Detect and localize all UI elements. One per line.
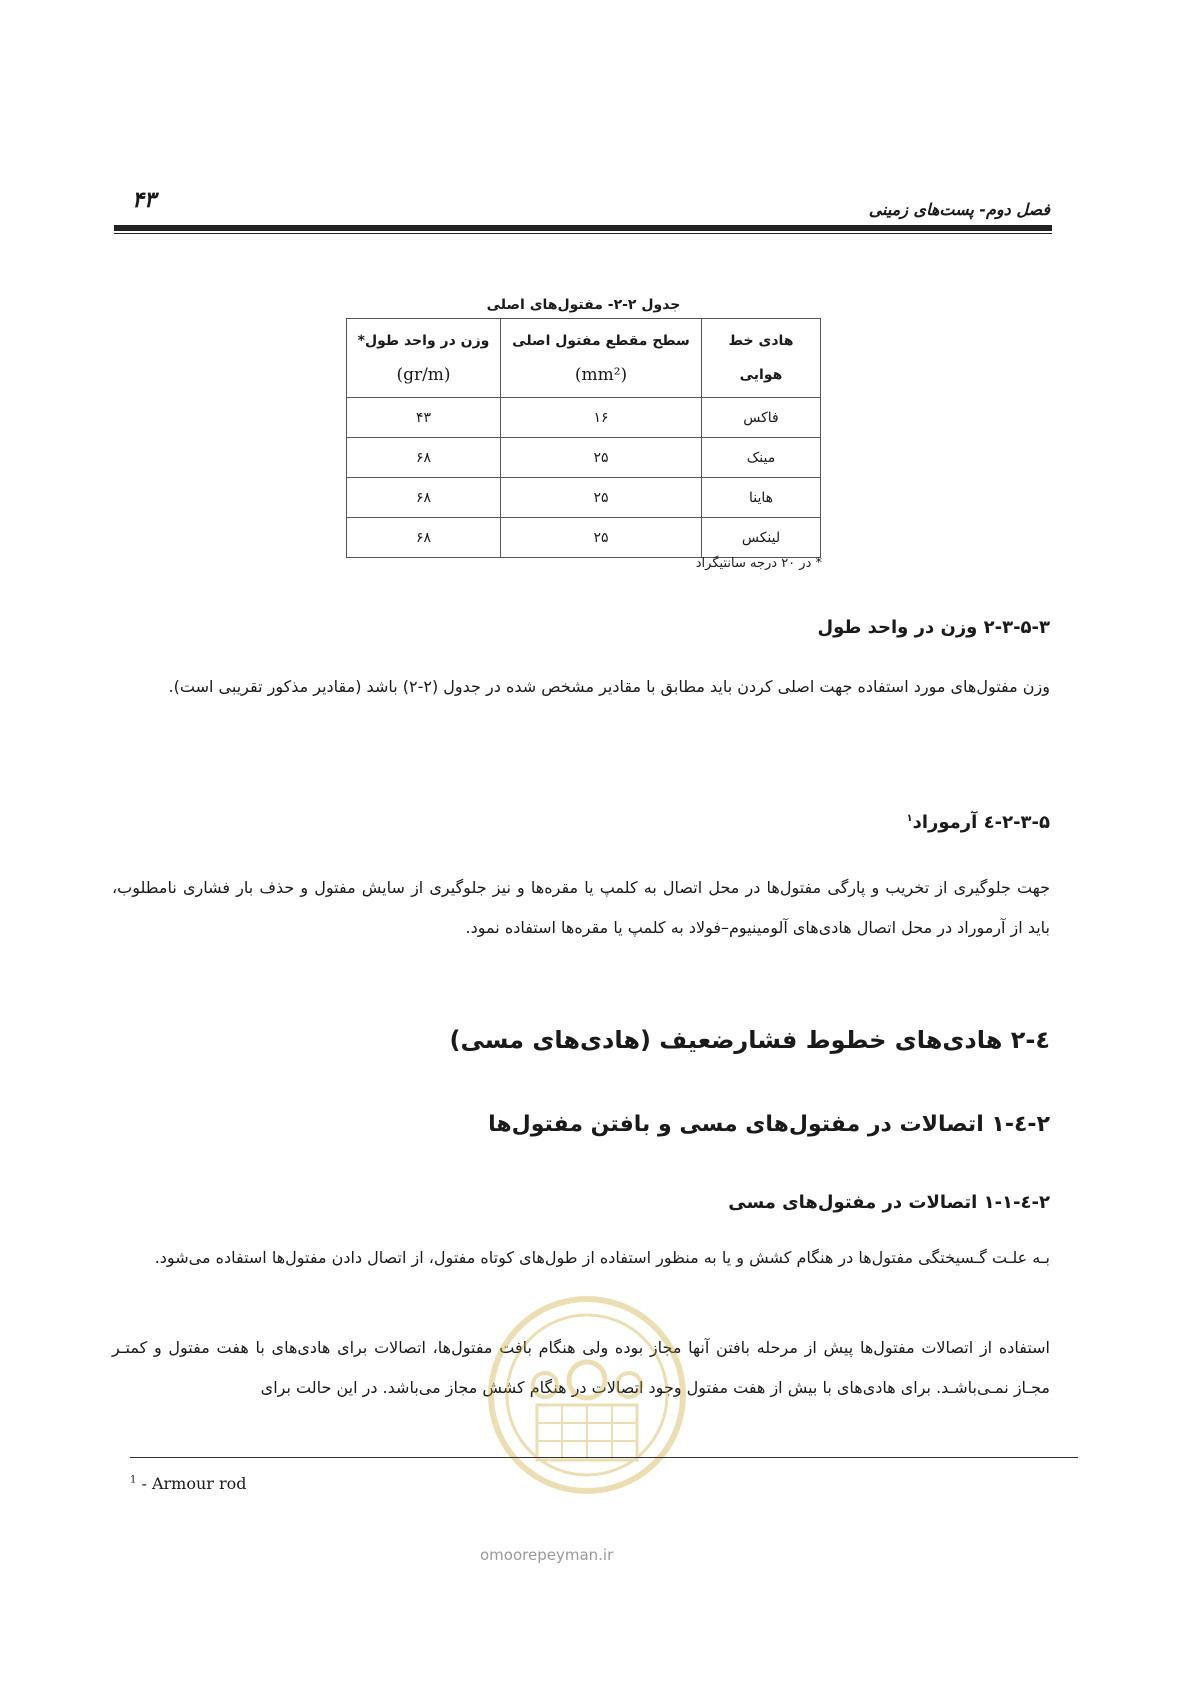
chapter-title: فصل دوم- پست‌های زمینی — [868, 200, 1050, 219]
column-header — [501, 319, 702, 398]
table-caption: جدول ۲-۲- مفتول‌های اصلی — [486, 297, 681, 313]
section-heading-joints: ۲-٤-۱ اتصالات در مفتول‌های مسی و بافتن مفتول‌ها — [488, 1112, 1050, 1137]
table-cell: فاکس — [702, 398, 821, 438]
section-heading-joints-copper: ۲-٤-۱-۱ اتصالات در مفتول‌های مسی — [728, 1192, 1050, 1213]
table-cell: ۲۵ — [501, 518, 702, 558]
column-header-unit: (mm²) — [574, 364, 628, 385]
table-cell: ۴۳ — [347, 398, 501, 438]
column-header — [702, 319, 821, 398]
paragraph-weight: وزن مفتول‌های مورد استفاده جهت اصلی کردن باید مطابق با مقادیر مشخص شده در جدول (۲-۲) باشد (مقادیر مذکور تقریبی است). — [168, 677, 1050, 696]
header-rule — [114, 225, 1052, 231]
footnote-text: - Armour rod — [136, 1474, 247, 1493]
table-row — [347, 398, 821, 438]
column-header-label: هادی خط هوایی — [728, 333, 794, 383]
column-header-unit: (gr/m) — [396, 364, 451, 385]
watermark-url: omoorepeyman.ir — [480, 1546, 614, 1564]
table-cell: ۱۶ — [501, 398, 702, 438]
armour-heading-text: ۲-۳-۵-٤ آرمورا‌د — [912, 812, 1050, 833]
section-heading-copper: ٤-۲ هادی‌های خطوط فشارضعیف (هادی‌های مسی) — [449, 1026, 1050, 1054]
section-heading-weight: ۲-۳-۵-۳ وزن در واحد طول — [817, 617, 1050, 638]
paragraph-joints-1: بـه علـت گـسیختگی مفتول‌ها در هنگام کشش و یا به منظور استفاده از طول‌های کوتاه مفتول، از اتصال دادن مفتول‌ها استفاده می‌شود. — [154, 1248, 1050, 1267]
paragraph-joints-2: استفاده از اتصالات مفتول‌ها پیش از مرحله بافتن آنها مجاز بوده ولی هنگام بافت مفتول‌ها، اتصالات برای هادی‌های با هفت مفتول و کمتـر مجـاز نمـی‌باشـد. برای هادی‌های با بیش از هفت مفتول وجود اتصالات در هنگام کشش مجاز می‌باشد. در این حالت برای — [112, 1338, 1050, 1397]
table-cell: ۶۸ — [347, 478, 501, 518]
table-cell: هاینا — [702, 478, 821, 518]
section-heading-armour — [907, 812, 1051, 833]
column-header — [347, 319, 501, 398]
table-cell: ۲۵ — [501, 438, 702, 478]
table-row — [347, 518, 821, 558]
watermark-seal-icon — [485, 1285, 690, 1525]
table-cell: لینکس — [702, 518, 821, 558]
footnote-ref: ۱ — [906, 813, 913, 824]
table-row — [347, 438, 821, 478]
table-header-row — [347, 319, 821, 398]
table-cell: ۲۵ — [501, 478, 702, 518]
footnote — [130, 1474, 247, 1493]
table-cell: ۶۸ — [347, 438, 501, 478]
header-rule-thin — [114, 233, 1052, 234]
conductor-table — [346, 318, 821, 558]
page-number: ۴۳ — [132, 188, 156, 213]
table-cell: ۶۸ — [347, 518, 501, 558]
column-header-label: سطح مقطع مفتول اصلی — [512, 332, 690, 349]
footnote-number: 1 — [130, 1474, 137, 1486]
table-row — [347, 478, 821, 518]
table-note: * در ۲۰ درجه سانتیگراد — [695, 556, 822, 571]
table-cell: مینک — [702, 438, 821, 478]
footnote-rule — [130, 1457, 1078, 1458]
column-header-label: وزن در واحد طول* — [357, 332, 490, 349]
paragraph-armour: جهت جلوگیری از تخریب و پارگی مفتول‌ها در محل اتصال به کلمپ یا مقره‌ها و نیز جلوگیری از سایش مفتول و حذف بار فشاری نامطلوب، باید از آرمورا‌د در محل اتصال هادی‌های آلومینیوم–فولاد به کلمپ یا مقره‌ها استفاده نمود. — [112, 878, 1050, 937]
